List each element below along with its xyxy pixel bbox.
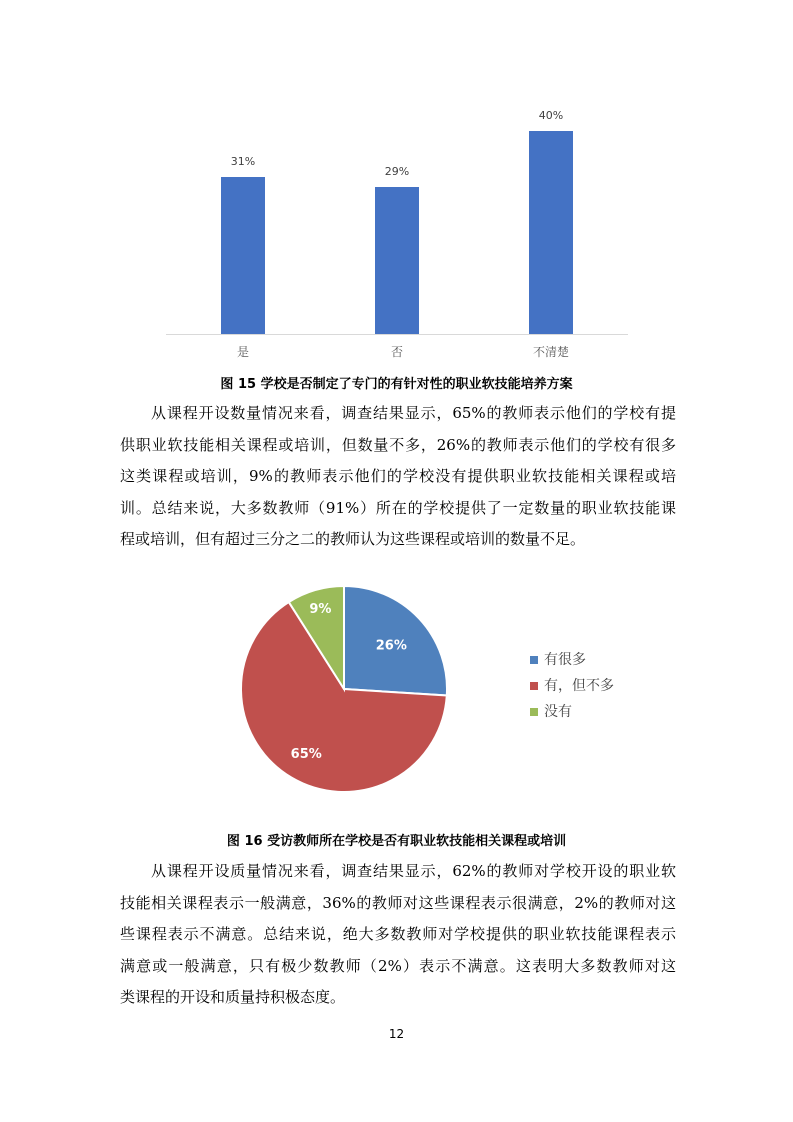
figure-16-caption: 图 16 受访教师所在学校是否有职业软技能相关课程或培训: [226, 834, 567, 849]
text-line: 这类课程或培训，9%的教师表示他们的学校没有提供职业软技能相关课程或培: [120, 467, 676, 485]
text-line: 供职业软技能相关课程或培训，但数量不多，26%的教师表示他们的学校有很多: [120, 435, 676, 454]
figure-15-caption: 图 15 学校是否制定了专门的有针对性的职业软技能培养方案: [220, 377, 573, 392]
page-number: 12: [388, 1027, 405, 1041]
paragraph-1: [120, 398, 676, 556]
bar-data-label: 40%: [538, 109, 564, 122]
text-line: 些课程表示不满意。总结来说，绝大多数教师对学校提供的职业软技能课程表示: [120, 925, 676, 943]
legend-item: [530, 647, 614, 673]
legend-swatch: [530, 682, 538, 690]
bar-shi: [221, 177, 265, 334]
text-line: 训。总结来说，大多数教师（91%）所在的学校提供了一定数量的职业软技能课: [120, 498, 676, 517]
text-line: 技能相关课程表示一般满意，36%的教师对这些课程表示很满意，2%的教师对这: [120, 893, 676, 912]
paragraph-2: [120, 856, 676, 1014]
bar-data-label: 31%: [230, 154, 256, 168]
bar-category-label: 否: [390, 345, 403, 359]
text-line: 类课程的开设和质量持积极态度。: [120, 988, 346, 1006]
bar-category-label: 是: [236, 345, 249, 359]
legend-item: [530, 699, 614, 725]
pie-data-label: 65%: [290, 746, 322, 762]
text-line: 从课程开设质量情况来看，调查结果显示，62%的教师对学校开设的职业软: [151, 862, 676, 880]
bar-data-label: 29%: [384, 164, 410, 178]
legend-label: 没有: [544, 704, 572, 720]
pie-data-label: 9%: [309, 601, 332, 617]
legend-label: 有，但不多: [544, 678, 614, 694]
bar-buqingchu: [529, 131, 573, 334]
legend-item: [530, 673, 614, 699]
text-line: 满意或一般满意，只有极少数教师（2%）表示不满意。这表明大多数教师对这: [120, 956, 676, 975]
text-line: 从课程开设数量情况来看，调查结果显示，65%的教师表示他们的学校有提: [151, 404, 676, 422]
legend-swatch: [530, 656, 538, 664]
legend-swatch: [530, 708, 538, 716]
bar-category-label: 不清楚: [532, 345, 569, 359]
pie-data-label: 26%: [375, 638, 407, 654]
pie-chart: [0, 570, 793, 810]
pie-chart-svg: [0, 570, 793, 810]
bar-chart-axis: [166, 334, 628, 335]
bar-chart: [0, 0, 793, 370]
pie-legend: [530, 647, 614, 725]
bar-fou: [375, 187, 419, 334]
text-line: 程或培训，但有超过三分之二的教师认为这些课程或培训的数量不足。: [120, 530, 586, 548]
legend-label: 有很多: [544, 652, 586, 668]
